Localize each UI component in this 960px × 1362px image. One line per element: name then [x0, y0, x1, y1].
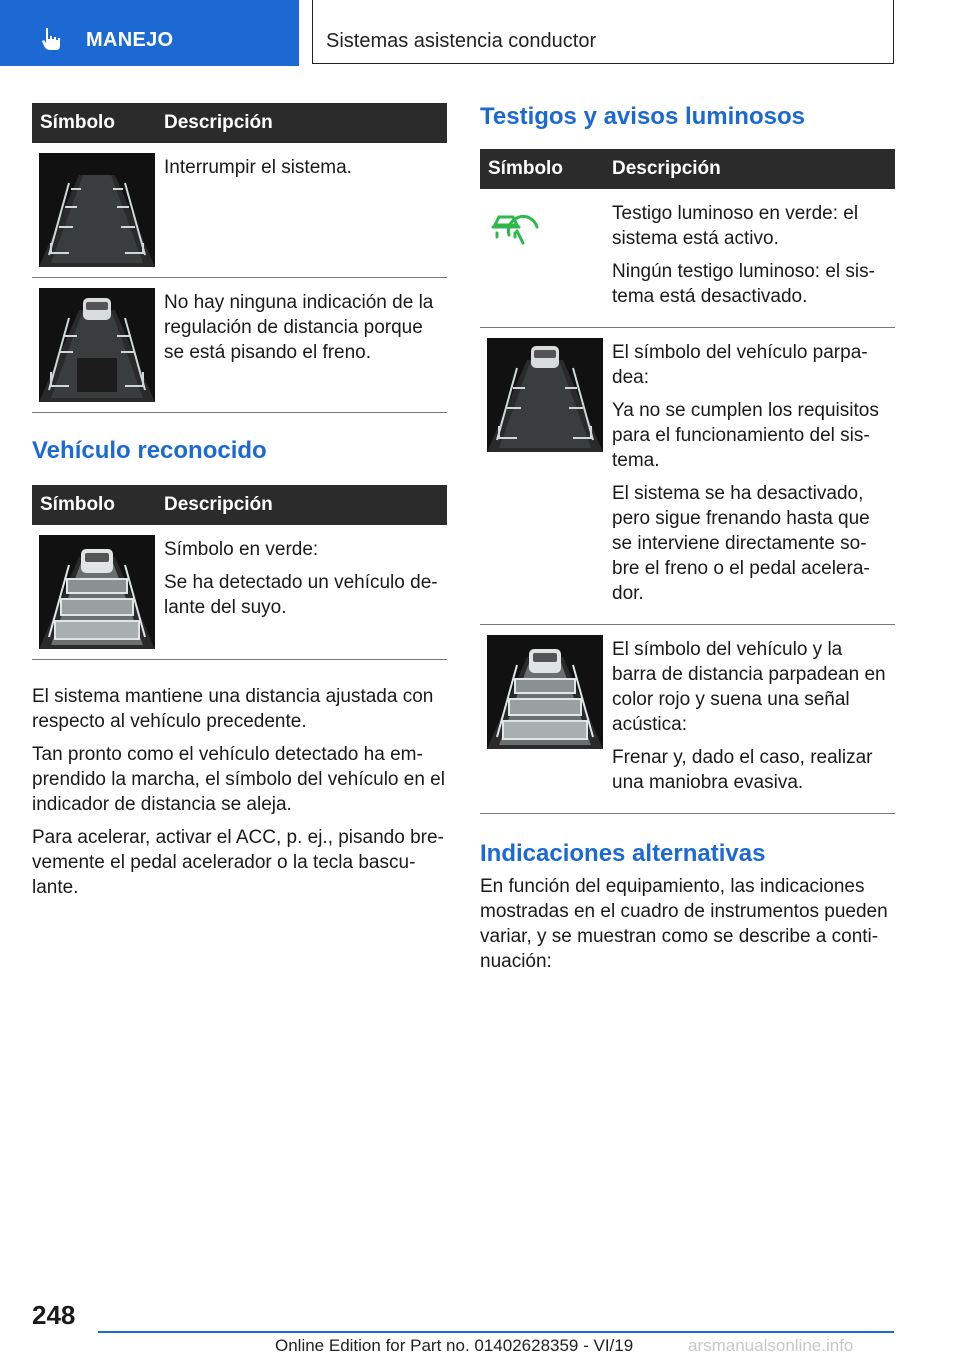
description-cell — [604, 328, 895, 625]
hand-pointer-icon — [40, 26, 66, 52]
description-text: No hay ninguna indicación de la regulación de distancia porque se está pisando el freno. — [164, 292, 434, 363]
description-cell — [156, 143, 447, 278]
section-heading-alternatives: Indicaciones alternativas — [480, 840, 766, 867]
description-text: Ningún testigo luminoso: el sistema está desactivado. — [612, 261, 875, 307]
footer-divider — [98, 1331, 894, 1333]
description-text: El símbolo del vehículo y la barra de distancia parpadean en color rojo y suena una señal acústica: — [612, 639, 886, 735]
description-text: Frenar y, dado el caso, realizar una maniobra evasiva. — [612, 747, 873, 793]
symbol-table-indicators — [480, 149, 895, 814]
description-text: Interrumpir el sistema. — [164, 157, 352, 178]
table-row — [480, 625, 895, 814]
lane-display-vehicle-blinking-icon — [487, 338, 603, 452]
page-number: 248 — [32, 1300, 76, 1330]
paragraph: En función del equipamiento, las indicaciones mostradas en el cuadro de instrumentos pueden variar, y se muestran como se describe a continuación: — [480, 876, 888, 972]
column-header-symbol: Símbolo — [32, 103, 156, 143]
symbol-table-status — [32, 103, 447, 413]
section-header — [312, 0, 894, 64]
chapter-tab — [0, 0, 299, 66]
column-header-symbol: Símbolo — [480, 149, 604, 189]
column-header-description: Descripción — [156, 103, 447, 143]
column-header-symbol: Símbolo — [32, 485, 156, 525]
chapter-title: MANEJO — [86, 29, 174, 51]
watermark: arsmanualsonline.info — [688, 1336, 854, 1355]
description-cell — [156, 278, 447, 413]
description-text: El sistema se ha desactivado, pero sigue frenando hasta que se interviene directamente sobre el freno o el pedal acelerador. — [612, 483, 870, 604]
symbol-table-vehicle — [32, 485, 447, 660]
right-column — [480, 103, 895, 982]
paragraph: Tan pronto como el vehículo detectado ha emprendido la marcha, el símbolo del vehículo en el indicador de distancia se aleja. — [32, 744, 445, 815]
lane-display-vehicle-distance-bar-icon — [487, 635, 603, 749]
section-heading-indicators: Testigos y avisos luminosos — [480, 103, 805, 130]
column-header-description: Descripción — [156, 485, 447, 525]
edition-text: Online Edition for Part no. 01402628359 - VI/19 — [275, 1336, 634, 1355]
acc-indicator-green-icon — [487, 205, 547, 249]
description-cell — [156, 525, 447, 660]
lane-display-vehicle-braking-icon — [39, 288, 155, 402]
table-row — [32, 525, 447, 660]
table-row — [480, 328, 895, 625]
description-cell — [604, 189, 895, 328]
table-row — [32, 278, 447, 413]
section-title: Sistemas asistencia conductor — [326, 30, 597, 52]
description-text: Ya no se cumplen los requisitos para el funcionamiento del sistema. — [612, 400, 879, 471]
description-text: Símbolo en verde: — [164, 539, 319, 560]
column-header-description: Descripción — [604, 149, 895, 189]
description-text: Testigo luminoso en verde: el sistema está activo. — [612, 203, 859, 249]
lane-display-empty-icon — [39, 153, 155, 267]
paragraph: Para acelerar, activar el ACC, p. ej., pisando brevemente el pedal acelerador o la tecla basculante. — [32, 827, 444, 898]
lane-display-vehicle-detected-icon — [39, 535, 155, 649]
body-text — [32, 684, 447, 900]
description-text: El símbolo del vehículo parpadea: — [612, 342, 868, 388]
description-cell — [604, 625, 895, 814]
table-row — [480, 189, 895, 328]
left-column — [32, 103, 447, 908]
paragraph: El sistema mantiene una distancia ajustada con respecto al vehículo precedente. — [32, 686, 434, 732]
table-row — [32, 143, 447, 278]
description-text: Se ha detectado un vehículo delante del suyo. — [164, 572, 438, 618]
section-heading-vehicle-detected: Vehículo reconocido — [32, 437, 267, 464]
